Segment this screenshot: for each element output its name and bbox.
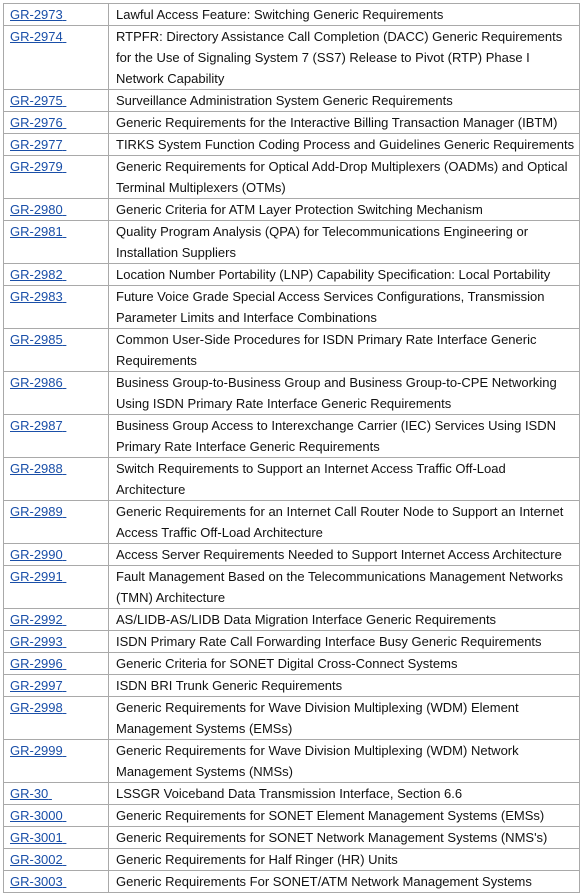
document-title: Generic Requirements For SONET/ATM Network Management Systems	[109, 871, 580, 893]
document-id: GR-2998	[10, 700, 63, 715]
table-row	[4, 372, 580, 415]
document-title: ISDN Primary Rate Call Forwarding Interface Busy Generic Requirements	[109, 631, 580, 653]
table-row	[4, 286, 580, 329]
document-id-cell	[4, 653, 109, 675]
document-id: GR-2983	[10, 289, 63, 304]
document-id-cell	[4, 90, 109, 112]
table-row	[4, 329, 580, 372]
document-id-cell	[4, 415, 109, 458]
document-link[interactable]	[10, 678, 66, 693]
link-trailing-space	[63, 461, 67, 476]
document-link[interactable]	[10, 786, 52, 801]
document-id-cell	[4, 199, 109, 221]
document-id: GR-2973	[10, 7, 63, 22]
document-id: GR-30	[10, 786, 49, 801]
link-trailing-space	[63, 29, 67, 44]
document-id-cell	[4, 566, 109, 609]
documents-table	[3, 3, 580, 893]
document-id-cell	[4, 221, 109, 264]
document-title: Generic Requirements for Optical Add-Drop Multiplexers (OADMs) and Optical Terminal Multiplexers (OTMs)	[109, 156, 580, 199]
link-trailing-space	[63, 332, 67, 347]
document-id: GR-2997	[10, 678, 63, 693]
table-row	[4, 697, 580, 740]
document-id: GR-2989	[10, 504, 63, 519]
document-id-cell	[4, 805, 109, 827]
document-id-cell	[4, 544, 109, 566]
link-trailing-space	[63, 678, 67, 693]
document-id-cell	[4, 827, 109, 849]
document-id-cell	[4, 156, 109, 199]
document-title: Business Group Access to Interexchange Carrier (IEC) Services Using ISDN Primary Rate Interface Generic Requirements	[109, 415, 580, 458]
document-link[interactable]	[10, 569, 66, 584]
link-trailing-space	[63, 289, 67, 304]
document-link[interactable]	[10, 289, 66, 304]
document-title: Generic Criteria for ATM Layer Protection Switching Mechanism	[109, 199, 580, 221]
document-id-cell	[4, 631, 109, 653]
document-title: Fault Management Based on the Telecommunications Management Networks (TMN) Architecture	[109, 566, 580, 609]
link-trailing-space	[63, 504, 67, 519]
document-id: GR-2992	[10, 612, 63, 627]
table-row	[4, 199, 580, 221]
table-row	[4, 871, 580, 893]
document-id: GR-2991	[10, 569, 63, 584]
document-link[interactable]	[10, 852, 66, 867]
document-id: GR-3003	[10, 874, 63, 889]
document-id: GR-2988	[10, 461, 63, 476]
document-title: Common User-Side Procedures for ISDN Primary Rate Interface Generic Requirements	[109, 329, 580, 372]
link-trailing-space	[63, 202, 67, 217]
document-id: GR-2987	[10, 418, 63, 433]
document-id: GR-3000	[10, 808, 63, 823]
table-row	[4, 415, 580, 458]
document-title: Generic Criteria for SONET Digital Cross-Connect Systems	[109, 653, 580, 675]
table-row	[4, 544, 580, 566]
table-row	[4, 501, 580, 544]
document-title: ISDN BRI Trunk Generic Requirements	[109, 675, 580, 697]
document-link[interactable]	[10, 267, 66, 282]
document-id: GR-2985	[10, 332, 63, 347]
table-row	[4, 156, 580, 199]
document-title: TIRKS System Function Coding Process and Guidelines Generic Requirements	[109, 134, 580, 156]
document-link[interactable]	[10, 874, 66, 889]
document-title: Generic Requirements for Wave Division Multiplexing (WDM) Network Management Systems (NMSs)	[109, 740, 580, 783]
table-row	[4, 566, 580, 609]
document-link[interactable]	[10, 547, 66, 562]
table-row	[4, 90, 580, 112]
document-id-cell	[4, 740, 109, 783]
document-link[interactable]	[10, 224, 66, 239]
table-row	[4, 458, 580, 501]
document-id-cell	[4, 458, 109, 501]
document-title: Generic Requirements for the Interactive Billing Transaction Manager (IBTM)	[109, 112, 580, 134]
document-id: GR-3001	[10, 830, 63, 845]
link-trailing-space	[63, 569, 67, 584]
document-title: RTPFR: Directory Assistance Call Completion (DACC) Generic Requirements for the Use of Signaling System 7 (SS7) Release to Pivot (RTP) Phase I Network Capability	[109, 26, 580, 90]
document-id: GR-3002	[10, 852, 63, 867]
link-trailing-space	[63, 874, 67, 889]
link-trailing-space	[63, 375, 67, 390]
table-row	[4, 4, 580, 26]
document-id: GR-2993	[10, 634, 63, 649]
document-id-cell	[4, 783, 109, 805]
table-row	[4, 631, 580, 653]
table-row	[4, 221, 580, 264]
link-trailing-space	[63, 656, 67, 671]
document-id: GR-2981	[10, 224, 63, 239]
document-id-cell	[4, 871, 109, 893]
document-title: Surveillance Administration System Generic Requirements	[109, 90, 580, 112]
document-title: Business Group-to-Business Group and Business Group-to-CPE Networking Using ISDN Primary Rate Interface Generic Requirements	[109, 372, 580, 415]
document-link[interactable]	[10, 332, 66, 347]
document-id-cell	[4, 4, 109, 26]
table-row	[4, 783, 580, 805]
document-id: GR-2975	[10, 93, 63, 108]
document-id: GR-2999	[10, 743, 63, 758]
link-trailing-space	[63, 612, 67, 627]
document-link[interactable]	[10, 612, 66, 627]
document-id-cell	[4, 849, 109, 871]
document-title: Generic Requirements for Half Ringer (HR) Units	[109, 849, 580, 871]
document-id-cell	[4, 675, 109, 697]
link-trailing-space	[63, 743, 67, 758]
document-link[interactable]	[10, 830, 66, 845]
link-trailing-space	[63, 115, 67, 130]
table-row	[4, 653, 580, 675]
document-id-cell	[4, 134, 109, 156]
document-title: LSSGR Voiceband Data Transmission Interface, Section 6.6	[109, 783, 580, 805]
document-title: Future Voice Grade Special Access Services Configurations, Transmission Parameter Limits and Interface Combinations	[109, 286, 580, 329]
document-link[interactable]	[10, 202, 66, 217]
document-link[interactable]	[10, 7, 66, 22]
document-link[interactable]	[10, 656, 66, 671]
table-row	[4, 609, 580, 631]
table-row	[4, 112, 580, 134]
document-link[interactable]	[10, 634, 66, 649]
document-link[interactable]	[10, 504, 66, 519]
document-link[interactable]	[10, 93, 66, 108]
document-title: Lawful Access Feature: Switching Generic Requirements	[109, 4, 580, 26]
document-link[interactable]	[10, 743, 66, 758]
document-title: Generic Requirements for an Internet Call Router Node to Support an Internet Access Traffic Off-Load Architecture	[109, 501, 580, 544]
document-id-cell	[4, 372, 109, 415]
document-link[interactable]	[10, 115, 66, 130]
document-title: Generic Requirements for Wave Division Multiplexing (WDM) Element Management Systems (EMSs)	[109, 697, 580, 740]
document-id-cell	[4, 609, 109, 631]
link-trailing-space	[63, 830, 67, 845]
document-id: GR-2977	[10, 137, 63, 152]
documents-table-body	[4, 4, 580, 893]
link-trailing-space	[63, 418, 67, 433]
document-link[interactable]	[10, 461, 66, 476]
document-id-cell	[4, 286, 109, 329]
link-trailing-space	[63, 700, 67, 715]
document-title: Access Server Requirements Needed to Support Internet Access Architecture	[109, 544, 580, 566]
document-link[interactable]	[10, 29, 66, 44]
document-id: GR-2979	[10, 159, 63, 174]
link-trailing-space	[63, 137, 67, 152]
document-id-cell	[4, 697, 109, 740]
document-title: Generic Requirements for SONET Network Management Systems (NMS's)	[109, 827, 580, 849]
document-link[interactable]	[10, 375, 66, 390]
document-title: Location Number Portability (LNP) Capability Specification: Local Portability	[109, 264, 580, 286]
table-row	[4, 849, 580, 871]
document-id: GR-2982	[10, 267, 63, 282]
document-link[interactable]	[10, 159, 66, 174]
table-row	[4, 675, 580, 697]
link-trailing-space	[63, 159, 67, 174]
document-id-cell	[4, 264, 109, 286]
document-title: Generic Requirements for SONET Element Management Systems (EMSs)	[109, 805, 580, 827]
document-id: GR-2976	[10, 115, 63, 130]
table-row	[4, 264, 580, 286]
link-trailing-space	[63, 7, 67, 22]
document-title: Switch Requirements to Support an Internet Access Traffic Off-Load Architecture	[109, 458, 580, 501]
document-id: GR-2996	[10, 656, 63, 671]
document-id-cell	[4, 26, 109, 90]
link-trailing-space	[63, 224, 67, 239]
table-row	[4, 740, 580, 783]
link-trailing-space	[63, 93, 67, 108]
link-trailing-space	[63, 634, 67, 649]
table-row	[4, 805, 580, 827]
document-id: GR-2990	[10, 547, 63, 562]
document-id: GR-2986	[10, 375, 63, 390]
document-link[interactable]	[10, 700, 66, 715]
table-row	[4, 134, 580, 156]
link-trailing-space	[63, 547, 67, 562]
link-trailing-space	[63, 808, 67, 823]
document-title: AS/LIDB-AS/LIDB Data Migration Interface Generic Requirements	[109, 609, 580, 631]
document-id-cell	[4, 112, 109, 134]
link-trailing-space	[48, 786, 52, 801]
table-row	[4, 827, 580, 849]
document-link[interactable]	[10, 808, 66, 823]
link-trailing-space	[63, 267, 67, 282]
document-id-cell	[4, 501, 109, 544]
document-id-cell	[4, 329, 109, 372]
document-link[interactable]	[10, 137, 66, 152]
document-link[interactable]	[10, 418, 66, 433]
document-title: Quality Program Analysis (QPA) for Telecommunications Engineering or Installation Suppliers	[109, 221, 580, 264]
table-row	[4, 26, 580, 90]
link-trailing-space	[63, 852, 67, 867]
document-id: GR-2980	[10, 202, 63, 217]
document-id: GR-2974	[10, 29, 63, 44]
